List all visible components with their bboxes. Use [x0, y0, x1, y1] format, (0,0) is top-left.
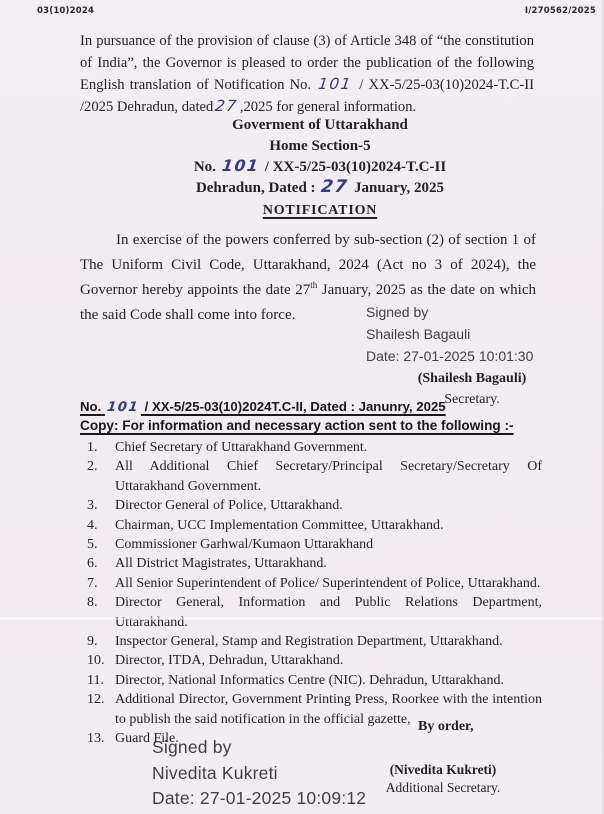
list-number: 13. [87, 731, 105, 747]
dateline-prefix: Dehradun, Dated : [195, 180, 316, 196]
list-text: Additional Director, Government Printing Press, Roorkee with the intention to publish the said notification in the official gazette, [115, 692, 542, 727]
list-number: 10. [87, 653, 105, 669]
order-text: In exercise of the powers conferred by sub-section (2) of section 1 of The Uniform Civil Code, Uttarakhand, 2024 (Act no 3 of 2024), the Governor hereby appoints the date 27 [80, 232, 536, 298]
digital-signature-secretary [366, 301, 578, 410]
list-number: 3. [87, 498, 98, 514]
printed-name: (Nivedita Kukreti) [389, 762, 497, 777]
number-prefix: No. [193, 159, 216, 175]
list-item [84, 438, 542, 457]
list-item [84, 651, 542, 670]
designation: Additional Secretary. [385, 780, 501, 795]
digital-signature-additional-secretary [152, 735, 402, 812]
list-item [84, 671, 542, 690]
ref-prefix: No. [80, 399, 102, 414]
notification-number-line [60, 157, 580, 178]
digital-signature-text [152, 735, 402, 812]
government-name: Goverment of Uttarakhand [232, 117, 408, 133]
signed-by-label: Signed by [152, 737, 232, 757]
signed-by-label: Signed by [366, 304, 429, 320]
intro-text-before-number: In pursuance of the provision of clause (3) of Article 348 of “the constitution of India”, the Governor is pleased to order the publication of the following English translation of Notification No. [80, 33, 534, 93]
scan-artifact-edge [600, 0, 604, 814]
signature-timestamp: Date: 27-01-2025 10:09:12 [152, 788, 367, 808]
recipient-list [84, 438, 542, 749]
scan-artifact-band [0, 617, 604, 620]
list-text: Director General of Police, Uttarakhand. [115, 498, 343, 514]
list-number: 7. [87, 575, 98, 591]
designation: Secretary. [444, 392, 500, 407]
signer-name: Nivedita Kukreti [152, 762, 278, 783]
copy-reference-line [80, 399, 446, 414]
notification-title: NOTIFICATION [262, 203, 378, 218]
by-order-label: By order, [418, 719, 474, 734]
list-number: 5. [87, 537, 98, 553]
list-text: All Senior Superintendent of Police/ Superintendent of Police, Uttarakhand. [115, 575, 541, 591]
list-item [84, 554, 542, 573]
list-item [84, 574, 542, 593]
list-number: 12. [87, 692, 105, 708]
list-number: 11. [87, 672, 104, 688]
list-item [84, 457, 542, 496]
list-text: Inspector General, Stamp and Registration Department, Uttarakhand. [115, 634, 503, 650]
printed-name: (Shailesh Bagauli) [417, 371, 527, 386]
dateline-suffix: January, 2025 [354, 180, 445, 196]
list-item [84, 496, 542, 515]
file-reference-right: I/270562/2025 [524, 6, 596, 16]
printed-signature-block [372, 761, 514, 797]
letterhead [60, 115, 580, 199]
handwritten-ref-number: 101 [106, 400, 140, 415]
signature-timestamp: Date: 27-01-2025 10:01:30 [366, 348, 534, 364]
list-text: Commissioner Garhwal/Kumaon Uttarakhand [115, 537, 374, 553]
intro-text-after-date: ,2025 for general information. [239, 99, 417, 115]
handwritten-day: 27 [320, 177, 350, 197]
intro-text-after-number: / XX-5/25-03(10)2024-T.C-II /2025 Dehradun, dated [80, 77, 534, 115]
list-item [84, 593, 542, 632]
list-text: Chairman, UCC Implementation Committee, Uttarakhand. [115, 517, 444, 533]
list-text: All District Magistrates, Uttarakhand. [115, 556, 327, 572]
handwritten-notification-number: 101 [317, 75, 354, 93]
dateline [60, 178, 580, 199]
file-reference-left: 03(10)2024 [37, 6, 95, 16]
list-number: 6. [87, 556, 98, 572]
handwritten-date-digits: 27 [214, 97, 240, 115]
list-text: Director, ITDA, Dehradun, Uttarakhand. [115, 653, 344, 669]
list-item [84, 535, 542, 554]
ref-suffix: / XX-5/25-03(10)2024T.C-II, Dated : Janunry, 2025 [144, 399, 446, 414]
section-name: Home Section-5 [269, 138, 371, 154]
list-text: Chief Secretary of Uttarakhand Government. [115, 440, 368, 455]
list-text: All Additional Chief Secretary/Principal Secretary/Secretary Of Uttarakhand Government. [115, 459, 542, 494]
list-number: 8. [87, 595, 98, 611]
number-suffix: / XX-5/25-03(10)2024-T.C-II [264, 159, 447, 175]
list-number: 2. [87, 459, 98, 475]
ordinal-suffix: th [310, 280, 318, 290]
signer-name: Shailesh Bagauli [366, 326, 471, 342]
list-text: Director, National Informatics Centre (NIC). Dehradun, Uttarakhand. [115, 672, 504, 688]
copy-distribution-heading: Copy: For information and necessary action sent to the following :- [80, 418, 514, 433]
list-item [84, 632, 542, 651]
list-number: 9. [87, 634, 98, 650]
order-text-continued: January, 2025 as the date on which the said Code shall come into force. [80, 282, 536, 323]
list-number: 1. [87, 440, 98, 455]
digital-signature-text [366, 301, 578, 367]
intro-paragraph [80, 30, 534, 118]
list-text: Guard File. [115, 731, 179, 747]
list-text: Director General, Information and Public Relations Department, Uttarakhand. [115, 595, 542, 630]
list-number: 4. [87, 517, 98, 533]
handwritten-number: 101 [220, 156, 261, 175]
list-item [84, 516, 542, 535]
